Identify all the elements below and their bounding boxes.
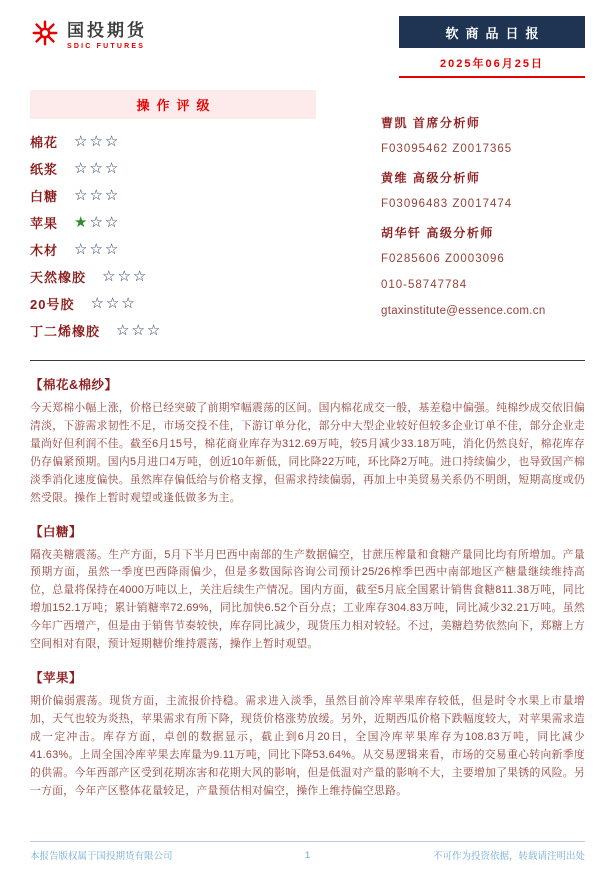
report-title: 软商品日报	[399, 16, 585, 48]
rating-row	[30, 240, 316, 259]
analyst-name: 曹凯 首席分析师	[381, 116, 481, 130]
star-outline-icon: ☆	[104, 133, 121, 150]
star-rating	[74, 161, 120, 176]
report-head	[399, 16, 585, 78]
analyst-codes: F0285606 Z0003096	[381, 253, 505, 265]
rating-row	[30, 213, 316, 232]
report-date: 2025年06月25日	[399, 48, 585, 78]
star-outline-icon: ☆	[74, 241, 90, 258]
footer-disclaimer: 不可作为投资依据，转载请注明出处	[432, 851, 585, 862]
commodity-name: 纸浆	[30, 162, 59, 177]
brand-name: 国投期货	[67, 21, 147, 40]
brand-text-block	[67, 16, 147, 50]
section-body: 今天郑棉小幅上涨，价格已经突破了前期窄幅震荡的区间。国内棉花成交一般，基差稳中偏强。纯棉纱成交依旧偏清淡，下游需求韧性不足，市场交投不佳，下游订单分化，部分中大型企业较好但较多企业订单不佳，部分企业走量尚好但利润不佳。截至6月15号，棉花商业库存为312.69万吨，较5月减少33.18万吨，消化仍然良好，棉花库存仍存偏紧预期。国内5月进口4万吨，创近10年新低，同比降22万吨，环比降2万吨。进口持续偏少，也导致国产棉淡季消化速度偏快。虽然库存偏低给与价格支撑，但需求持续偏弱，再加上中美贸易关系仍不明朗，短期高度或仍然受限。操作上暂时观望或逢低做多为主。	[30, 402, 585, 504]
star-outline-icon: ☆	[74, 187, 90, 204]
commodity-name: 白糖	[30, 189, 59, 204]
star-outline-icon: ☆	[116, 322, 132, 339]
star-outline-icon: ☆	[117, 268, 133, 285]
star-outline-icon: ☆	[90, 295, 106, 312]
star-outline-icon: ☆	[121, 295, 137, 312]
page-footer	[30, 841, 585, 862]
commodity-name: 20号胶	[30, 297, 75, 312]
star-outline-icon: ☆	[146, 322, 163, 339]
report-sections	[30, 361, 585, 801]
rating-row	[30, 159, 316, 178]
rating-row	[30, 294, 316, 313]
section-title: 【苹果】	[30, 671, 83, 686]
page-header	[30, 16, 585, 78]
contact-email: gtaxinstitute@essence.com.cn	[381, 305, 546, 317]
star-outline-icon: ☆	[104, 187, 121, 204]
analyst-codes: F03096483 Z0017474	[381, 198, 513, 210]
star-outline-icon: ☆	[74, 160, 90, 177]
star-outline-icon: ☆	[104, 160, 121, 177]
commodity-name: 天然橡胶	[30, 270, 87, 285]
analyst-name: 胡华钎 高级分析师	[381, 226, 494, 240]
commodity-name: 木材	[30, 243, 59, 258]
star-rating	[90, 296, 136, 311]
rating-row	[30, 186, 316, 205]
star-outline-icon: ☆	[89, 187, 105, 204]
star-outline-icon: ☆	[74, 133, 90, 150]
commodity-name: 苹果	[30, 216, 59, 231]
commodity-name: 丁二烯橡胶	[30, 324, 101, 339]
star-rating	[116, 323, 162, 338]
analyst-codes: F03095462 Z0017365	[381, 143, 513, 155]
analyst-list	[381, 114, 585, 265]
star-outline-icon: ☆	[131, 322, 147, 339]
star-outline-icon: ☆	[89, 160, 105, 177]
brand-subtitle: SDIC FUTURES	[67, 43, 146, 50]
star-outline-icon: ☆	[89, 241, 105, 258]
star-outline-icon: ☆	[104, 241, 121, 258]
rating-row	[30, 267, 316, 286]
star-outline-icon: ☆	[104, 214, 121, 231]
commodity-name: 棉花	[30, 135, 59, 150]
rating-row	[30, 132, 316, 151]
contact-phone: 010-58747784	[381, 279, 468, 291]
star-outline-icon: ☆	[105, 295, 122, 312]
star-rating	[74, 242, 120, 257]
section-body: 隔夜美糖震荡。生产方面，5月下半月巴西中南部的生产数据偏空，甘蔗压榨量和食糖产量同比均有所增加。产量预期方面，虽然一季度巴西降雨偏少，但是多数国际咨询公司预计25/26榨季巴西中南部地区产糖量继续维持高位，总量将保持在4000万吨以上，关注后续生产情况。国内方面，截至5月底全国累计销售食糖811.38万吨，同比增加152.1万吨；累计销糖率72.69%，同比加快6.52个百分点；工业库存304.83万吨，同比减少32.21万吨。虽然今年广西增产，但是由于销售节奏较快，库存同比减少，现货压力相对较轻。不过，美糖趋势依然向下，郑糖上方空间相对有限，预计短期糖价维持震荡，操作上暂时观望。	[30, 548, 585, 651]
rating-row	[30, 321, 316, 340]
star-rating	[74, 215, 120, 230]
info-row	[30, 90, 585, 348]
analyst-panel	[381, 90, 585, 348]
section-body: 期价偏弱震荡。现货方面，主流报价持稳。需求进入淡季，虽然目前冷库苹果库存较低，但是时令水果上市量增加，天气也较为炎热，苹果需求有所下降，现货价格涨势放缓。另外，近期西瓜价格下跌幅度较大，对苹果需求造成一定冲击。库存方面，卓创的数据显示，截止到6月20日，全国冷库苹果库存为108.83万吨，同比减少41.63%。上周全国冷库苹果去库量为9.11万吨，同比下降53.64%。从交易逻辑来看，市场的交易重心转向新季度的供需。今年西部产区受到花期冻害和花期大风的影响，但是低温对产量的影响不大，主要增加了果锈的风险。另一方面，今年产区整体花量较足，产量预估相对偏空，操作上维持偏空思路。	[30, 695, 585, 797]
star-rating	[74, 188, 120, 203]
star-rating	[74, 134, 120, 149]
star-filled-green-icon: ★	[74, 214, 90, 231]
section-title: 【棉花&棉纱】	[30, 378, 118, 392]
star-outline-icon: ☆	[132, 268, 149, 285]
star-rating	[102, 269, 148, 284]
star-outline-icon: ☆	[102, 268, 118, 285]
footer-copyright: 本报告版权属于国投期货有限公司	[30, 851, 173, 862]
star-outline-icon: ☆	[89, 133, 105, 150]
page-number: 1	[304, 849, 311, 861]
rating-panel-title: 操作评级	[30, 90, 316, 119]
star-outline-icon: ☆	[89, 214, 105, 231]
logo-icon	[30, 18, 60, 48]
rating-list	[30, 132, 316, 340]
analyst-name: 黄维 高级分析师	[381, 171, 481, 185]
section-title: 【白糖】	[30, 524, 83, 539]
brand-logo	[30, 16, 147, 50]
rating-panel	[30, 90, 316, 348]
